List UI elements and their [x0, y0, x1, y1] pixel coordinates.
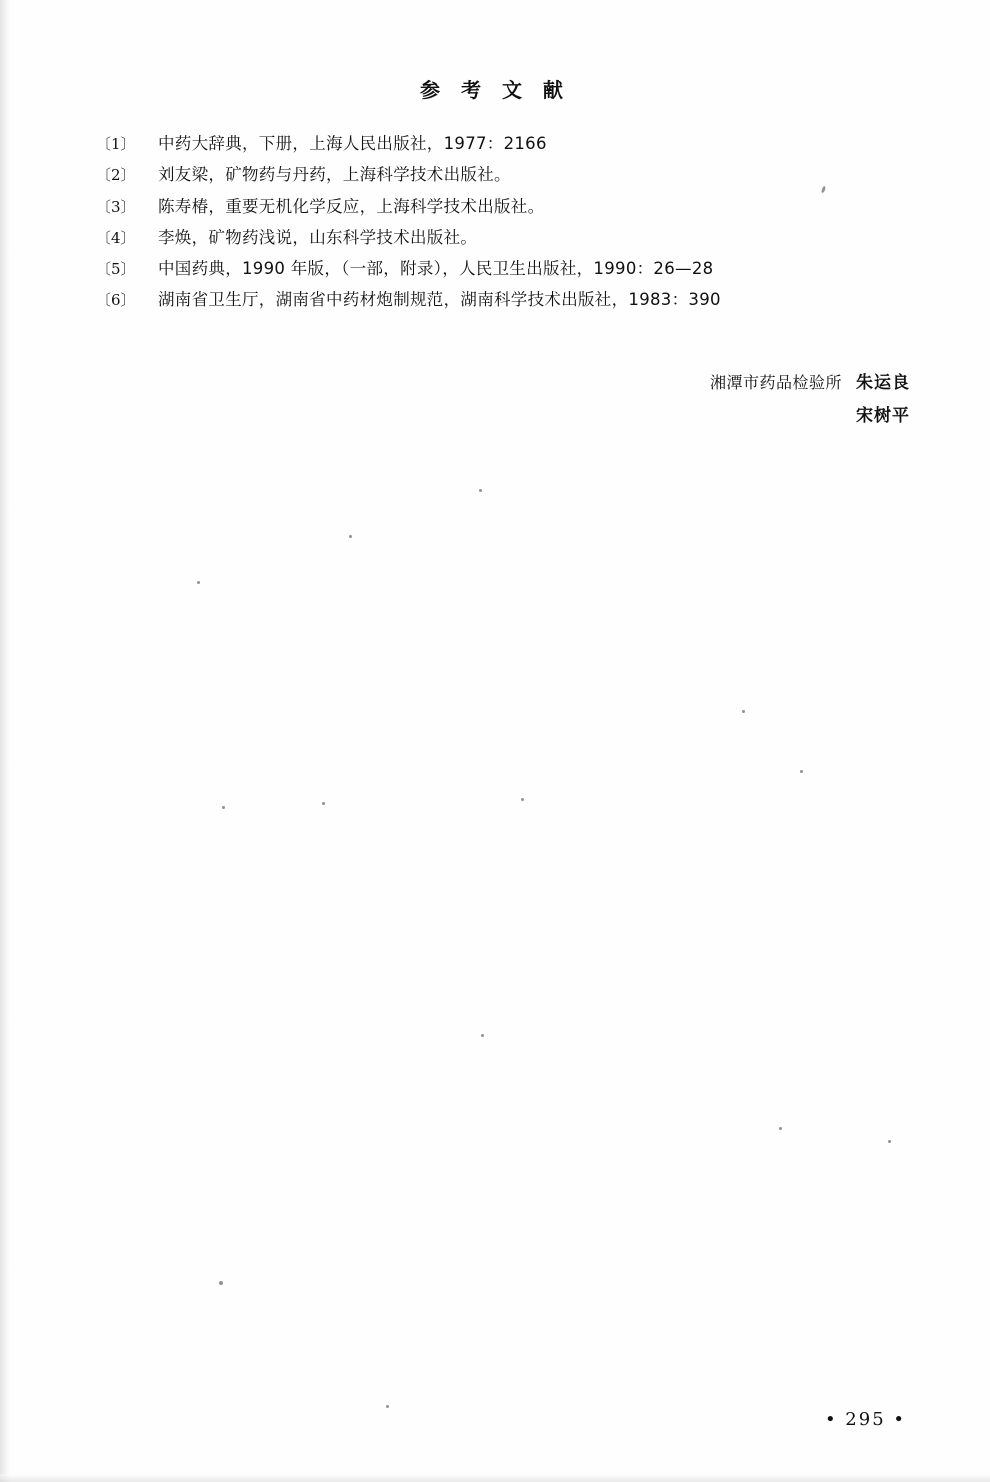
reference-marker: 〔3〕: [96, 197, 136, 216]
list-item: [96, 196, 906, 218]
reference-text: 中国药典，1990 年版，（一部，附录），人民卫生出版社，1990：26—28: [158, 259, 714, 279]
reference-marker: 〔2〕: [96, 166, 136, 185]
scan-edge-bottom: [0, 1474, 990, 1482]
signature-row-primary: [0, 368, 990, 393]
page-number: • 295 •: [824, 1409, 906, 1430]
scan-speck: [219, 1281, 223, 1285]
reference-text: 李焕，矿物药浅说，山东科学技术出版社。: [158, 227, 478, 247]
scan-speck: [481, 1034, 484, 1037]
list-item: [96, 258, 906, 280]
scan-speck: [322, 802, 325, 805]
list-item: [96, 164, 906, 186]
scan-speck: [888, 1140, 891, 1143]
list-item: [96, 133, 906, 155]
scan-speck: [386, 1405, 389, 1408]
reference-text: 刘友梁，矿物药与丹药，上海科学技术出版社。: [158, 165, 511, 185]
page-title: 参 考 文 献: [420, 78, 570, 102]
scan-speck: [742, 710, 745, 713]
scan-speck: [197, 581, 200, 584]
scan-speck: [222, 806, 225, 809]
reference-text: 中药大辞典，下册，上海人民出版社，1977：2166: [158, 134, 547, 153]
reference-marker: 〔4〕: [96, 228, 136, 247]
signature-organization: 湘潭市药品检验所: [709, 373, 842, 392]
scan-speck: [479, 489, 482, 492]
scan-edge-left: [0, 0, 10, 1482]
reference-list: [96, 133, 906, 321]
signature-block: [0, 368, 990, 426]
reference-marker: 〔6〕: [96, 291, 136, 310]
scan-speck: [349, 535, 352, 538]
list-item: [96, 289, 906, 311]
scan-speck: [779, 1127, 782, 1130]
scan-speck: [521, 798, 524, 801]
reference-marker: 〔1〕: [96, 135, 136, 153]
reference-text: 湖南省卫生厅，湖南省中药材炮制规范，湖南科学技术出版社，1983：390: [158, 290, 721, 310]
scan-speck: [800, 770, 803, 773]
signature-author: 朱运良: [856, 373, 910, 393]
signature-author: 宋树平: [856, 406, 910, 426]
reference-marker: 〔5〕: [96, 260, 136, 279]
signature-row-secondary: [0, 401, 990, 426]
reference-text: 陈寿椿，重要无机化学反应，上海科学技术出版社。: [158, 196, 545, 216]
list-item: [96, 227, 906, 249]
